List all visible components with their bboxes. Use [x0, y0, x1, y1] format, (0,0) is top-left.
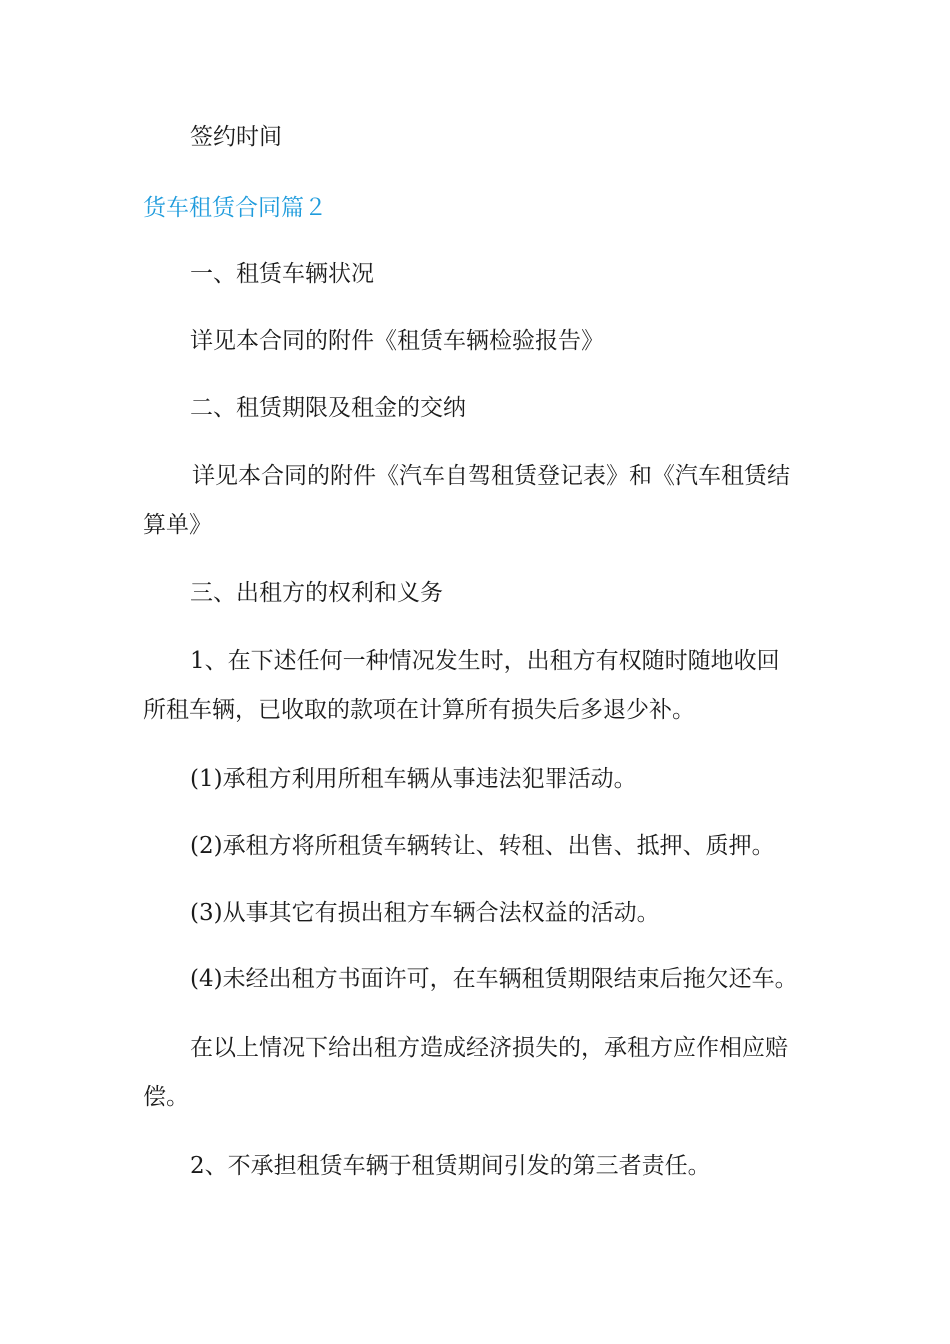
sub-item-3: (3)从事其它有损出租方车辆合法权益的活动。 [190, 900, 660, 926]
clause-2-body-line1: 详见本合同的附件《汽车自驾租赁登记表》和《汽车租赁结 [192, 463, 790, 489]
compensation-line2: 偿。 [143, 1084, 189, 1110]
clause-1-body: 详见本合同的附件《租赁车辆检验报告》 [190, 328, 604, 354]
compensation-line1: 在以上情况下给出租方造成经济损失的，承租方应作相应赔 [190, 1035, 788, 1061]
clause-3-item1-line1: 1、在下述任何一种情况发生时，出租方有权随时随地收回 [190, 648, 780, 674]
clause-1-heading: 一、租赁车辆状况 [190, 261, 374, 287]
sub-item-4: (4)未经出租方书面许可，在车辆租赁期限结束后拖欠还车。 [190, 966, 798, 992]
signing-time-label: 签约时间 [190, 124, 282, 150]
sub-item-1: (1)承租方利用所租车辆从事违法犯罪活动。 [190, 766, 637, 792]
clause-2-body-line2: 算单》 [143, 512, 212, 538]
clause-3-heading: 三、出租方的权利和义务 [190, 580, 443, 606]
sub-item-2: (2)承租方将所租赁车辆转让、转租、出售、抵押、质押。 [190, 833, 775, 859]
clause-3-item1-line2: 所租车辆，已收取的款项在计算所有损失后多退少补。 [143, 697, 695, 723]
section-title: 货车租赁合同篇２ [143, 195, 327, 221]
clause-2-heading: 二、租赁期限及租金的交纳 [190, 395, 466, 421]
clause-3-item2: 2、不承担租赁车辆于租赁期间引发的第三者责任。 [190, 1153, 711, 1179]
